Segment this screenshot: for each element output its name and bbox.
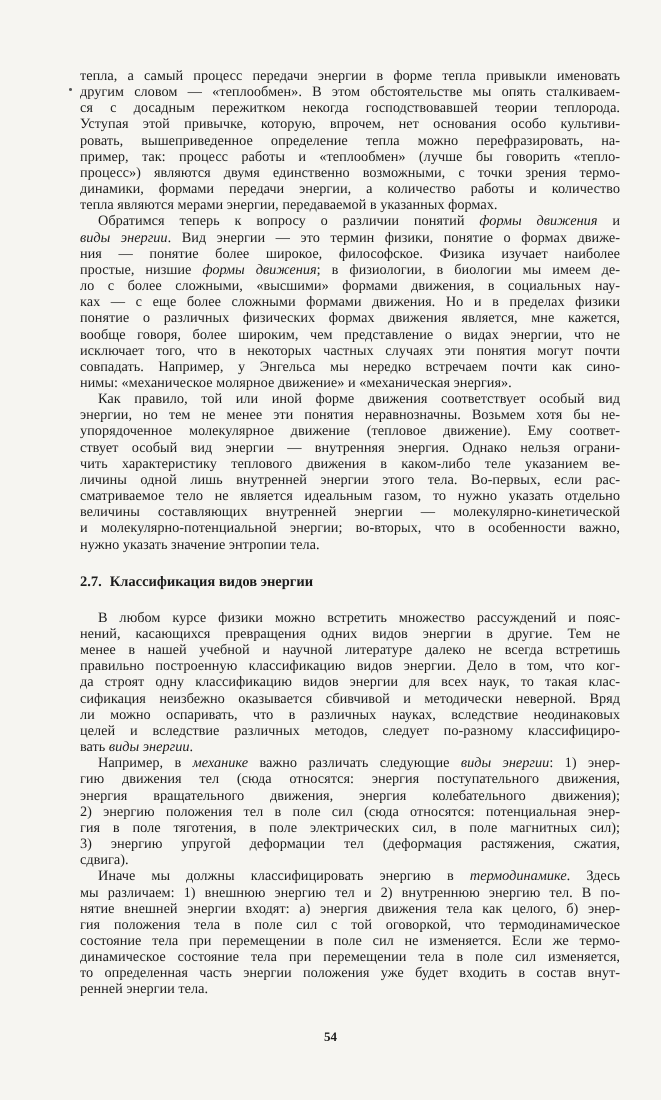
text-line: сификация неизбежно оказывается сбивчивой и методически неверной. Вряд <box>80 690 620 707</box>
text-line: величины составляющих внутренней энергии — молекулярно-кинетической <box>80 504 620 521</box>
text-line: Обратимся теперь к вопросу о различии понятий формы движения и <box>98 213 620 230</box>
text-line: Как правило, той или иной форме движения соответствует особый вид <box>98 391 620 408</box>
text-line: тепла являются мерами энергии, передаваемой в указанных формах. <box>80 197 498 214</box>
text-line: динамики, формами передачи энергии, а количество работы и количество <box>80 181 620 198</box>
text-line: исключает того, что в некоторых частных случаях эти понятия могут почти <box>80 342 620 359</box>
text-line: энергии, но тем не менее эти понятия неравнозначны. Возьмем хотя бы не- <box>80 407 620 424</box>
text-line: нужно указать значение энтропии тела. <box>80 536 320 553</box>
text-line: энергия вращательного движения, энергия колебательного движения); <box>80 787 620 804</box>
text-line: 3) энергию упругой деформации тел (деформация растяжения, сжатия, <box>80 836 620 853</box>
paragraph-p4 <box>80 610 620 755</box>
text-line: гия положения тела в поле сил с той оговоркой, что термодинамическое <box>80 916 620 933</box>
paragraph-p2 <box>80 213 620 391</box>
text-line: состояние тела при перемещении в поле сил не изменяется. Если же термо- <box>80 932 620 949</box>
text-line: мы различаем: 1) внешнюю энергию тел и 2) внутреннюю энергию тел. В по- <box>80 884 620 901</box>
text-line: чить характеристику теплового движения в каком-либо теле указанием ве- <box>80 455 620 472</box>
text-line: 2) энергию положения тел в поле сил (сюда относятся: потенциальная энер- <box>80 803 620 820</box>
text-line: совпадать. Например, у Энгельса мы нередко встречаем почти как сино- <box>80 358 620 375</box>
text-line: простые, низшие формы движения; в физиологии, в биологии мы имеем де- <box>80 261 620 278</box>
text-line: сдвига). <box>80 852 129 869</box>
margin-dot <box>69 88 72 91</box>
text-line: ния — понятие более широкое, философское. Физика изучает наиболее <box>80 245 620 262</box>
text-line: и молекулярно-потенциальной энергии; во-вторых, что в особенности важно, <box>80 520 620 537</box>
text-line: В любом курсе физики можно встретить множество рассуждений и пояс- <box>98 609 620 626</box>
text-line: сматриваемое тело не является идеальным газом, то нужно указать отдельно <box>80 488 620 505</box>
text-line: пример, так: процесс работы и «теплообмен» (лучше бы говорить «тепло- <box>80 148 620 165</box>
text-line: гия в поле тяготения, в поле электрических сил, в поле магнитных сил); <box>80 819 620 836</box>
text-line: личины одной лишь внутренней энергии этого тела. Во-первых, если рас- <box>80 471 620 488</box>
text-line: другим словом — «теплообмен». В этом обстоятельстве мы опять сталкиваем- <box>80 84 620 101</box>
text-line: нимы: «механическое молярное движение» и «механическая энергия». <box>80 374 512 391</box>
paragraph-p1 <box>80 68 620 213</box>
text-line: вать виды энергии. <box>80 739 194 756</box>
paragraph-p3 <box>80 391 620 553</box>
paragraph-p6 <box>80 868 620 997</box>
text-line: понятие о различных физических формах движения является, мне кажется, <box>80 310 620 327</box>
text-line: динамическое состояние тела при перемещении тела в поле сил изменяется, <box>80 949 620 966</box>
text-line: то определенная часть энергии положения уже будет входить в состав внут- <box>80 965 620 982</box>
text-line: нений, касающихся превращения одних видов энергии в другие. Тем не <box>80 626 620 642</box>
section-number: 2.7. <box>80 573 102 590</box>
text-line: ли можно оспаривать, что в различных науках, вследствие неодинаковых <box>80 706 620 723</box>
text-line: правильно построенную классификацию видов энергии. Дело в том, что ког- <box>80 658 620 675</box>
text-line: нятие внешней энергии входят: а) энергия движения тела как целого, б) энер- <box>80 900 620 917</box>
page-number: 54 <box>324 1029 337 1044</box>
text-line: ренней энергии тела. <box>80 981 209 998</box>
text-line: ровать, вышеприведенное определение тепла можно перефразировать, на- <box>80 132 620 149</box>
book-page-text <box>80 68 620 998</box>
text-line: гию движения тел (сюда относятся: энергия поступательного движения, <box>80 771 620 788</box>
text-line: процесс») являются двумя единственно возможными, с точки зрения термо- <box>80 164 620 181</box>
section-heading <box>80 574 620 590</box>
paragraph-p5 <box>80 755 620 868</box>
text-line: целей и вследствие различных методов, следует по-разному классифициро- <box>80 722 620 739</box>
section-title: Классификация видов энергии <box>109 573 314 590</box>
text-line: менее в нашей учебной и научной литературе далеко не всегда встретишь <box>80 642 620 659</box>
text-line: да строят одну классификацию видов энергии для всех наук, то такая клас- <box>80 674 620 691</box>
text-line: Уступая этой привычке, которую, впрочем, нет основания особо культиви- <box>80 116 620 133</box>
text-line: вообще говоря, более широким, чем представление о видах энергии, что не <box>80 326 620 343</box>
text-line: ло с более сложными, «высшими» формами движения, в социальных нау- <box>80 278 620 295</box>
text-line: Например, в механике важно различать следующие виды энергии: 1) энер- <box>98 755 620 772</box>
text-line: ствует особый вид энергии — внутренняя энергия. Однако нельзя ограни- <box>80 439 620 456</box>
text-line: Иначе мы должны классифицировать энергию в термодинамике. Здесь <box>98 868 620 885</box>
text-line: ках — с еще более сложными формами движения. Но и в пределах физики <box>80 294 620 311</box>
text-line: виды энергии. Вид энергии — это термин физики, понятие о формах движе- <box>80 229 620 246</box>
text-line: ся с досадным пережитком некогда господствовавшей теории теплорода. <box>80 100 620 117</box>
text-line: упорядоченное молекулярное движение (тепловое движение). Ему соответ- <box>80 423 620 440</box>
text-line: тепла, а самый процесс передачи энергии в форме тепла привыкли именовать <box>80 68 620 84</box>
